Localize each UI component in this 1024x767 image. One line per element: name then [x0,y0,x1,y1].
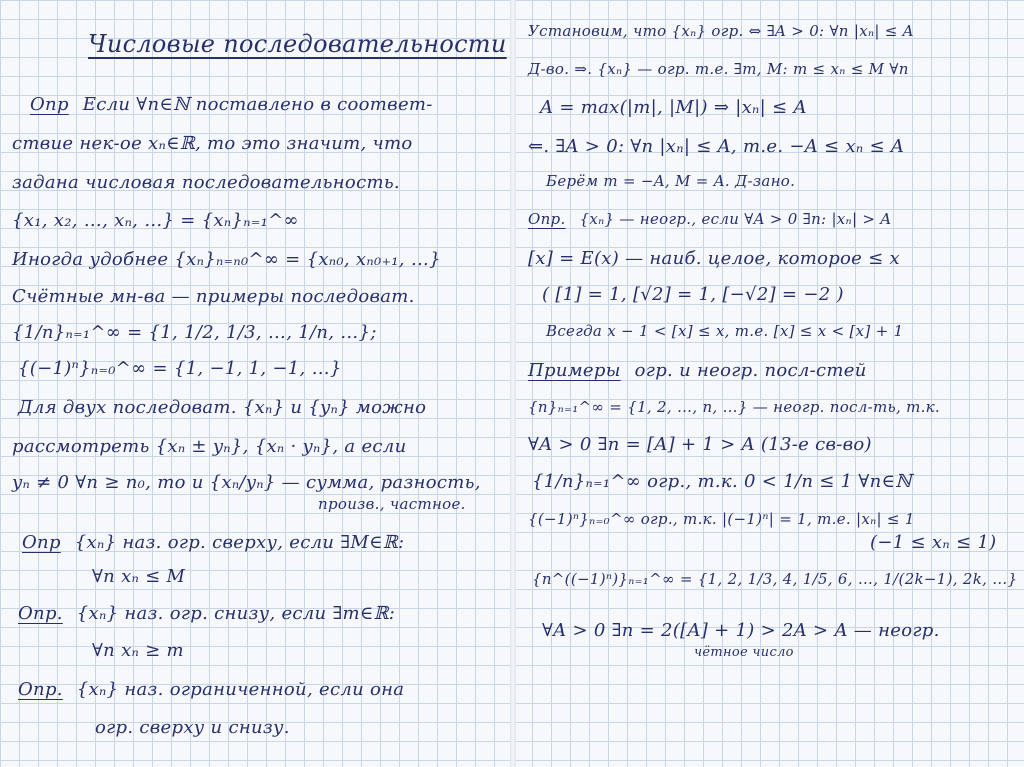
line-text: {xₙ} наз. огр. сверху, если ∃M∈ℝ: [74,532,405,553]
note-line [870,532,996,553]
line-text: (−1 ≤ xₙ ≤ 1) [870,532,997,553]
page-title: Числовые последовательности [88,30,507,58]
note-line [12,472,481,493]
note-line [92,566,185,587]
line-text: [x] = E(x) — наиб. целое, которое ≤ x [528,248,900,269]
note-line [528,434,872,455]
note-line [12,172,400,193]
line-text: Иногда удобнее {xₙ}ₙ₌ₙ₀^∞ = {xₙ₀, xₙ₀₊₁, …} [12,249,441,270]
note-line [12,249,441,270]
line-text: {xₙ} наз. огр. снизу, если ∃m∈ℝ: [76,603,396,624]
line-text: Для двух последоват. {xₙ} и {yₙ} можно [18,397,427,418]
line-text: A = max(|m|, |M|) ⇒ |xₙ| ≤ A [540,97,807,118]
definition-label: Опр. [18,679,63,700]
line-text: {(−1)ⁿ}ₙ₌₀^∞ = {1, −1, 1, −1, …} [18,358,342,379]
note-line [528,510,915,528]
line-text: огр. сверху и снизу. [95,717,290,738]
note-line [542,284,844,305]
note-line [528,210,891,228]
line-text: {x₁, x₂, …, xₙ, …} = {xₙ}ₙ₌₁^∞ [12,210,299,231]
note-line [18,397,426,418]
note-line [18,679,404,700]
note-line [12,436,406,457]
right-page [516,0,1024,767]
note-line [532,471,912,492]
line-text: ∀n xₙ ≤ M [92,566,186,587]
line-text: чётное число [694,645,794,660]
line-text: {n^((−1)ⁿ)}ₙ₌₁^∞ = {1, 2, 1/3, 4, 1/5, 6, …, 1/(2k−1), 2k, …} [532,570,1018,588]
left-page [0,0,510,767]
line-text: ( [1] = 1, [√2] = 1, [−√2] = −2 ) [542,284,844,305]
line-text: ⇐. ∃A > 0: ∀n |xₙ| ≤ A, т.е. −A ≤ xₙ ≤ A [528,136,905,157]
line-text: Если ∀n∈ℕ поставлено в соответ- [82,94,433,115]
note-line [18,603,395,624]
definition-label: Опр [22,532,61,553]
note-line [30,94,433,115]
line-text: ∀A > 0 ∃n = [A] + 1 > A (13-е св-во) [528,434,872,455]
note-line [12,210,299,231]
note-line [694,645,794,660]
line-text: Счётные мн-ва — примеры последоват. [12,286,415,307]
note-line [528,360,867,381]
line-text: {xₙ} наз. ограниченной, если она [76,679,405,700]
note-line [92,640,184,661]
note-line [540,97,807,118]
line-text: рассмотреть {xₙ ± yₙ}, {xₙ · yₙ}, а если [12,436,407,457]
line-text: ствие нек-ое xₙ∈ℝ, то это значит, что [12,133,413,154]
line-text: {(−1)ⁿ}ₙ₌₀^∞ огр., т.к. |(−1)ⁿ| = 1, т.е. |xₙ| ≤ 1 [528,510,915,528]
line-text: Установим, что {xₙ} огр. ⇔ ∃A > 0: ∀n |xₙ| ≤ A [528,22,914,40]
note-line [18,358,342,379]
note-line [546,322,903,340]
note-line [528,22,914,40]
note-line [318,495,466,513]
line-text: задана числовая последовательность. [12,172,400,193]
definition-label: Опр [30,94,69,115]
line-text: ∀n xₙ ≥ m [92,640,184,661]
line-text: {n}ₙ₌₁^∞ = {1, 2, …, n, …} — неогр. посл-ть, т.к. [528,398,941,416]
note-line [12,286,415,307]
line-text: yₙ ≠ 0 ∀n ≥ n₀, то и {xₙ/yₙ} — сумма, разность, [12,472,481,493]
line-text: огр. и неогр. посл-стей [634,360,867,381]
note-line [542,620,940,641]
line-text: ∀A > 0 ∃n = 2([A] + 1) > 2A > A — неогр. [542,620,940,641]
note-line [528,248,900,269]
note-line [532,570,1017,588]
note-line [95,717,290,738]
note-line [22,532,404,553]
note-line [546,172,795,190]
note-line [528,398,940,416]
line-text: {1/n}ₙ₌₁^∞ огр., т.к. 0 < 1/n ≤ 1 ∀n∈ℕ [532,471,912,492]
definition-label: Опр. [528,210,566,228]
line-text: Берём m = −A, M = A. Д-зано. [546,172,796,190]
line-text: произв., частное. [318,495,466,513]
definition-label: Опр. [18,603,63,624]
line-text: Д-во. ⇒. {xₙ} — огр. т.е. ∃m, M: m ≤ xₙ ≤ M ∀n [528,60,909,78]
line-text: {1/n}ₙ₌₁^∞ = {1, 1/2, 1/3, …, 1/n, …}; [12,322,377,343]
line-text: Всегда x − 1 < [x] ≤ x, т.е. [x] ≤ x < [x] + 1 [546,322,904,340]
note-line [12,322,377,343]
examples-label: Примеры [528,360,621,381]
note-line [528,136,904,157]
line-text: {xₙ} — неогр., если ∀A > 0 ∃n: |xₙ| > A [579,210,892,228]
note-line [528,60,909,78]
note-line [12,133,413,154]
